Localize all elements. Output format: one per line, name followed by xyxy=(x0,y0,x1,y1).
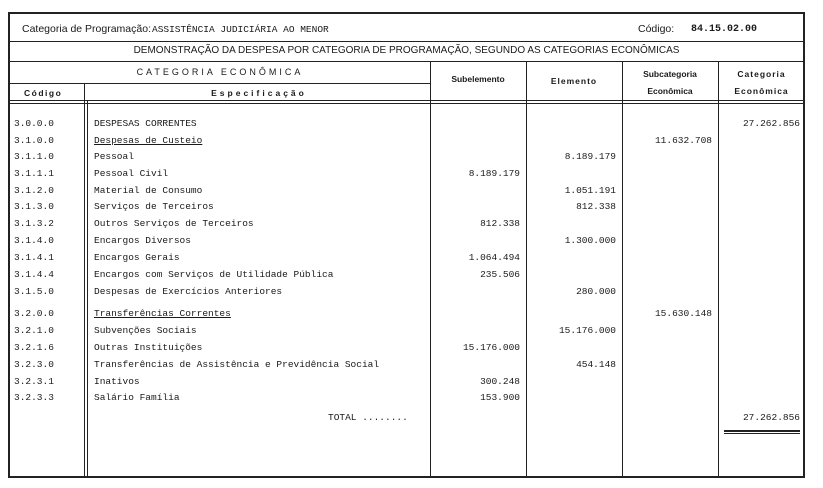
cell-categoria: 27.262.856 xyxy=(742,118,800,129)
cell-especificacao: Material de Consumo xyxy=(94,185,203,196)
cell-codigo: 3.2.0.0 xyxy=(14,308,54,319)
cell-especificacao: DESPESAS CORRENTES xyxy=(94,118,197,129)
cell-especificacao: Despesas de Custeio xyxy=(94,135,203,146)
cell-codigo: 3.1.4.0 xyxy=(14,235,54,246)
cell-elemento: 1.051.191 xyxy=(564,185,616,196)
categoria-programacao-label: Categoria de Programação: xyxy=(22,23,151,35)
codigo-value: 84.15.02.00 xyxy=(691,24,758,35)
cell-subelemento: 300.248 xyxy=(480,376,520,387)
cell-especificacao: Pessoal Civil xyxy=(94,168,169,179)
cell-especificacao: Subvenções Sociais xyxy=(94,325,197,336)
total-value: 27.262.856 xyxy=(742,412,800,423)
cell-especificacao: Encargos com Serviços de Utilidade Pública xyxy=(94,269,334,280)
subelemento-header: Subelemento xyxy=(451,74,505,84)
cell-codigo: 3.2.1.0 xyxy=(14,325,54,336)
subcategoria-header-2: Econômica xyxy=(647,86,693,96)
divider xyxy=(10,83,430,84)
cell-elemento: 280.000 xyxy=(576,286,616,297)
column-divider xyxy=(526,61,527,476)
column-divider xyxy=(84,83,85,476)
codigo-label: Código: xyxy=(638,23,675,35)
cell-codigo: 3.1.3.0 xyxy=(14,201,54,212)
cell-elemento: 8.189.179 xyxy=(564,151,616,162)
cell-elemento: 812.338 xyxy=(576,201,616,212)
total-label: TOTAL ........ xyxy=(328,412,408,423)
cell-especificacao: Serviços de Terceiros xyxy=(94,201,214,212)
cell-especificacao: Outros Serviços de Terceiros xyxy=(94,218,254,229)
cell-especificacao: Salário Família xyxy=(94,392,180,403)
cell-codigo: 3.1.4.1 xyxy=(14,252,54,263)
cell-subelemento: 153.900 xyxy=(480,392,520,403)
codigo-header: Código xyxy=(24,88,63,98)
cell-especificacao: Transferências de Assistência e Previdência Social xyxy=(94,359,380,370)
categoria-economica-header: CATEGORIA ECONÔMICA xyxy=(136,67,304,77)
cell-elemento: 1.300.000 xyxy=(564,235,616,246)
divider xyxy=(10,61,803,62)
cell-subelemento: 235.506 xyxy=(480,269,520,280)
subcategoria-header-1: Subcategoria xyxy=(643,69,697,79)
cell-elemento: 454.148 xyxy=(576,359,616,370)
cell-codigo: 3.2.3.0 xyxy=(14,359,54,370)
cell-especificacao: Transferências Correntes xyxy=(94,308,231,319)
document-frame xyxy=(8,12,805,478)
cell-especificacao: Encargos Diversos xyxy=(94,235,191,246)
cell-codigo: 3.1.1.1 xyxy=(14,168,54,179)
header-bottom-rule xyxy=(10,100,803,101)
categoria-header-1: Categoria xyxy=(737,69,786,79)
divider xyxy=(10,41,803,42)
cell-especificacao: Despesas de Exercícios Anteriores xyxy=(94,286,283,297)
cell-subelemento: 8.189.179 xyxy=(468,168,520,179)
cell-codigo: 3.2.3.3 xyxy=(14,392,54,403)
cell-subcategoria: 15.630.148 xyxy=(654,308,712,319)
cell-especificacao: Pessoal xyxy=(94,151,134,162)
header-bottom-rule-2 xyxy=(10,103,803,104)
cell-codigo: 3.1.0.0 xyxy=(14,135,54,146)
cell-elemento: 15.176.000 xyxy=(558,325,616,336)
cell-codigo: 3.1.2.0 xyxy=(14,185,54,196)
cell-subelemento: 812.338 xyxy=(480,218,520,229)
page-title: DEMONSTRAÇÃO DA DESPESA POR CATEGORIA DE PROGRAMAÇÃO, SEGUNDO AS CATEGORIAS ECONÔMICAS xyxy=(133,45,680,56)
column-divider xyxy=(87,100,88,476)
cell-codigo: 3.1.1.0 xyxy=(14,151,54,162)
column-divider xyxy=(622,61,623,476)
cell-codigo: 3.1.4.4 xyxy=(14,269,54,280)
total-double-rule xyxy=(724,430,800,434)
cell-codigo: 3.1.3.2 xyxy=(14,218,54,229)
especificacao-header: Especificação xyxy=(211,88,307,98)
cell-subelemento: 1.064.494 xyxy=(468,252,520,263)
cell-subelemento: 15.176.000 xyxy=(462,342,520,353)
cell-especificacao: Outras Instituições xyxy=(94,342,203,353)
cell-especificacao: Inativos xyxy=(94,376,140,387)
elemento-header: Elemento xyxy=(550,76,598,86)
cell-subcategoria: 11.632.708 xyxy=(654,135,712,146)
cell-codigo: 3.0.0.0 xyxy=(14,118,54,129)
cell-codigo: 3.1.5.0 xyxy=(14,286,54,297)
categoria-header-2: Econômica xyxy=(734,86,789,96)
cell-codigo: 3.2.1.6 xyxy=(14,342,54,353)
cell-codigo: 3.2.3.1 xyxy=(14,376,54,387)
cell-especificacao: Encargos Gerais xyxy=(94,252,180,263)
categoria-programacao-value: ASSISTÊNCIA JUDICIÁRIA AO MENOR xyxy=(152,24,329,35)
